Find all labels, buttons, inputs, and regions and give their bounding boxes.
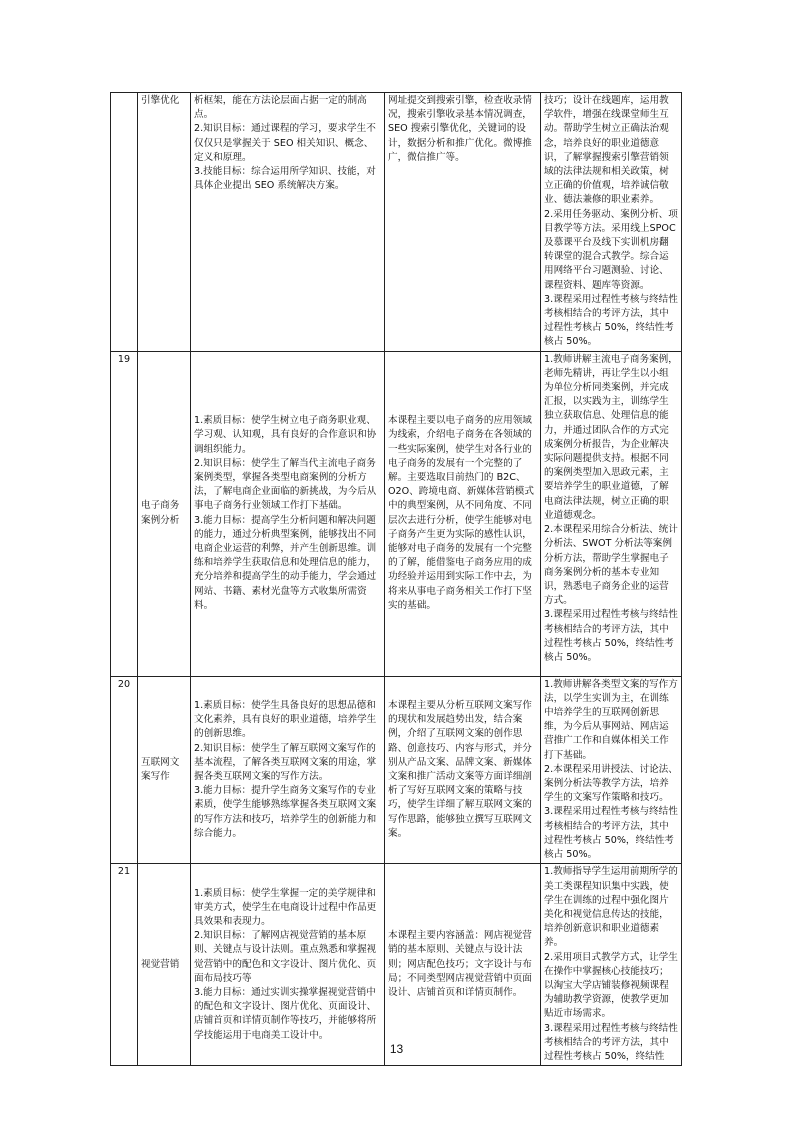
goal-item: 3.能力目标：通过实训实操掌握视觉营销中的配色和文字设计、图片优化、页面设计、店铺首页和详情页制作等技巧，并能够将所学技能运用于电商美工设计中。 — [194, 987, 377, 1041]
teaching-requirements — [541, 676, 682, 864]
course-goals — [191, 864, 385, 1066]
table-row — [111, 864, 682, 1066]
goal-item: 析框架，能在方法论层面占据一定的制高点。 — [194, 95, 367, 121]
requirement-item: 1.教师讲解各类型文案的写作方法，以学生实训为主，在训练中培养学生的互联网创新思维，为今后从事网站、网店运营推广工作和自媒体相关工作打下基础。 — [544, 678, 678, 761]
requirement-item: 技巧；设计在线题库，运用教学软件，增强在线课堂师生互动。帮助学生树立正确法治观念，培养良好的职业道德意识，了解掌握搜索引擎营销领域的法律法规和相关政策，树立正确的价值观，培养诚信敬业、德法兼修的职业素养。 — [544, 95, 669, 206]
course-content: 本课程主要以电子商务的应用领域为线索，介绍电子商务在各领域的一些实际案例，使学生对各行业的电子商务的发展有一个完整的了解。主要选取目前热门的 B2C、O2O、跨境电商、新媒体营销模式中的典型案例，从不同角度、不同层次去进行分析，使学生能够对电子商务产生更为实际的感性认识，能够对电子商务的发展有一个完整的了解，能借鉴电子商务应用的成功经验并运用到实际工作中去，为将来从事电子商务相关工作打下坚实的基础。 — [385, 351, 541, 676]
goal-item: 1.素质目标：使学生树立电子商务职业观、学习观、认知观，具有良好的合作意识和协调组织能力。 — [194, 415, 377, 455]
goal-item: 2.知识目标：通过课程的学习，要求学生不仅仅只是掌握关于 SEO 相关知识、概念、定义和原理。 — [194, 123, 376, 163]
teaching-requirements — [541, 93, 682, 352]
requirement-item: 2.采用项目式教学方式，让学生在操作中掌握核心技能技巧；以淘宝大学店铺装修视频课程为辅助教学资源，使教学更加贴近市场需求。 — [544, 951, 678, 1020]
requirement-item: 2.采用任务驱动、案例分析、项目教学等方法。采用线上SPOC及慕课平台及线下实训机房翻转课堂的混合式教学。综合运用网络平台习题测验、讨论、课程资料、题库等资源。 — [544, 208, 678, 291]
goal-item: 1.素质目标：使学生具备良好的思想品德和文化素养，具有良好的职业道德，培养学生的创新思维。 — [194, 699, 377, 740]
requirement-item: 3.课程采用过程性考核与终结性考核相结合的考评方法，其中过程性考核占 50%，终结性考核占 50%。 — [544, 293, 678, 348]
teaching-requirements — [541, 864, 682, 1066]
requirement-item: 2.本课程采用综合分析法、统计分析法、SWOT 分析法等案例分析方法，帮助学生掌握电子商务案例分析的基本专业知识，熟悉电子商务企业的运营方式。 — [544, 524, 678, 607]
teaching-requirements — [541, 351, 682, 676]
page-number: 13 — [389, 1042, 404, 1056]
course-number — [111, 93, 138, 352]
requirement-item: 1.教师讲解主流电子商务案例，老师先精讲，再让学生以小组为单位分析同类案例，并完成汇报，以实践为主，训练学生独立获取信息、处理信息的能力，并通过团队合作的方式完成案例分析报告，为企业解决实际问题提供支持。根据不同的案例类型加入思政元素，主要培养学生的职业道德，了解电商法律法规，树立正确的职业道德观念。 — [544, 353, 678, 521]
goal-item: 3.能力目标：提高学生分析问题和解决问题的能力，通过分析典型案例，能够找出不同电商企业运营的利弊，并产生创新思维。训练和培养学生获取信息和处理信息的能力，充分培养和提高学生的动手能力，学会通过网站、书籍、素材光盘等方式收集所需资料。 — [194, 514, 377, 611]
goal-item: 2.知识目标：使学生了解互联网文案写作的基本流程，了解各类互联网文案的用途，掌握各类互联网文案的写作方法。 — [194, 742, 377, 782]
requirement-item: 1.教师指导学生运用前期所学的美工类课程知识集中实践，使学生在训练的过程中强化图片美化和视觉信息传达的技能，培养创新意识和职业道德素养。 — [544, 866, 678, 949]
curriculum-table — [110, 92, 682, 1066]
course-name: 电子商务案例分析 — [138, 351, 191, 676]
table-row — [111, 676, 682, 864]
requirement-item: 3.课程采用过程性考核与终结性考核相结合的考评方法，其中过程性考核占 50%，终结性考核占 50%。 — [544, 806, 678, 861]
course-name: 引擎优化 — [138, 93, 191, 352]
course-content: 本课程主要内容涵盖：网店视觉营销的基本原则、关键点与设计法则；网店配色技巧；文字设计与布局；不同类型网店视觉营销中页面设计、店铺首页和详情页制作。 — [385, 864, 541, 1066]
course-name: 视觉营销 — [138, 864, 191, 1066]
goal-item: 2.知识目标：了解网店视觉营销的基本原则、关键点与设计法则。重点熟悉和掌握视觉营销中的配色和文字设计、图片优化、页面布局技巧等 — [194, 930, 377, 984]
course-goals — [191, 93, 385, 352]
requirement-item: 2.本课程采用讲授法、讨论法、案例分析法等教学方法，培养学生的文案写作策略和技巧。 — [544, 763, 678, 804]
goal-item: 1.素质目标：使学生掌握一定的美学规律和审美方式，使学生在电商设计过程中作品更具效果和表现力。 — [194, 887, 377, 927]
course-content: 网址提交到搜索引擎，检查收录情况，搜索引擎收录基本情况调查，SEO 搜索引擎优化，关键词的设计，数据分析和推广优化。微博推广，微信推广等。 — [385, 93, 541, 352]
course-content: 本课程主要从分析互联网文案写作的现状和发展趋势出发，结合案例，介绍了互联网文案的创作思路、创意技巧、内容与形式，并分别从产品文案、品牌文案、新媒体文案和推广活动文案等方面详细剖析了写好互联网文案的策略与技巧，使学生详细了解互联网文案的写作思路，能够独立撰写互联网文案。 — [385, 676, 541, 864]
table-row — [111, 93, 682, 352]
course-goals — [191, 676, 385, 864]
goal-item: 2.知识目标：使学生了解当代主流电子商务案例类型，掌握各类型电商案例的分析方法，了解电商企业面临的新挑战，为今后从事电子商务行业领域工作打下基础。 — [194, 457, 377, 512]
requirement-item: 3.课程采用过程性考核与终结性考核相结合的考评方法，其中过程性考核占 50%，终结性 — [544, 1022, 678, 1062]
course-goals — [191, 351, 385, 676]
course-number: 19 — [111, 351, 138, 676]
course-number: 20 — [111, 676, 138, 864]
requirement-item: 3.课程采用过程性考核与终结性考核相结合的考评方法，其中过程性考核占 50%，终结性考核占 50%。 — [544, 609, 678, 663]
course-number: 21 — [111, 864, 138, 1066]
table-row — [111, 351, 682, 676]
goal-item: 3.能力目标：提升学生商务文案写作的专业素质，使学生能够熟练掌握各类互联网文案的写作方法和技巧，培养学生的创新能力和综合能力。 — [194, 785, 377, 839]
goal-item: 3.技能目标：综合运用所学知识、技能，对具体企业提出 SEO 系统解决方案。 — [194, 166, 376, 192]
course-name: 互联网文案写作 — [138, 676, 191, 864]
